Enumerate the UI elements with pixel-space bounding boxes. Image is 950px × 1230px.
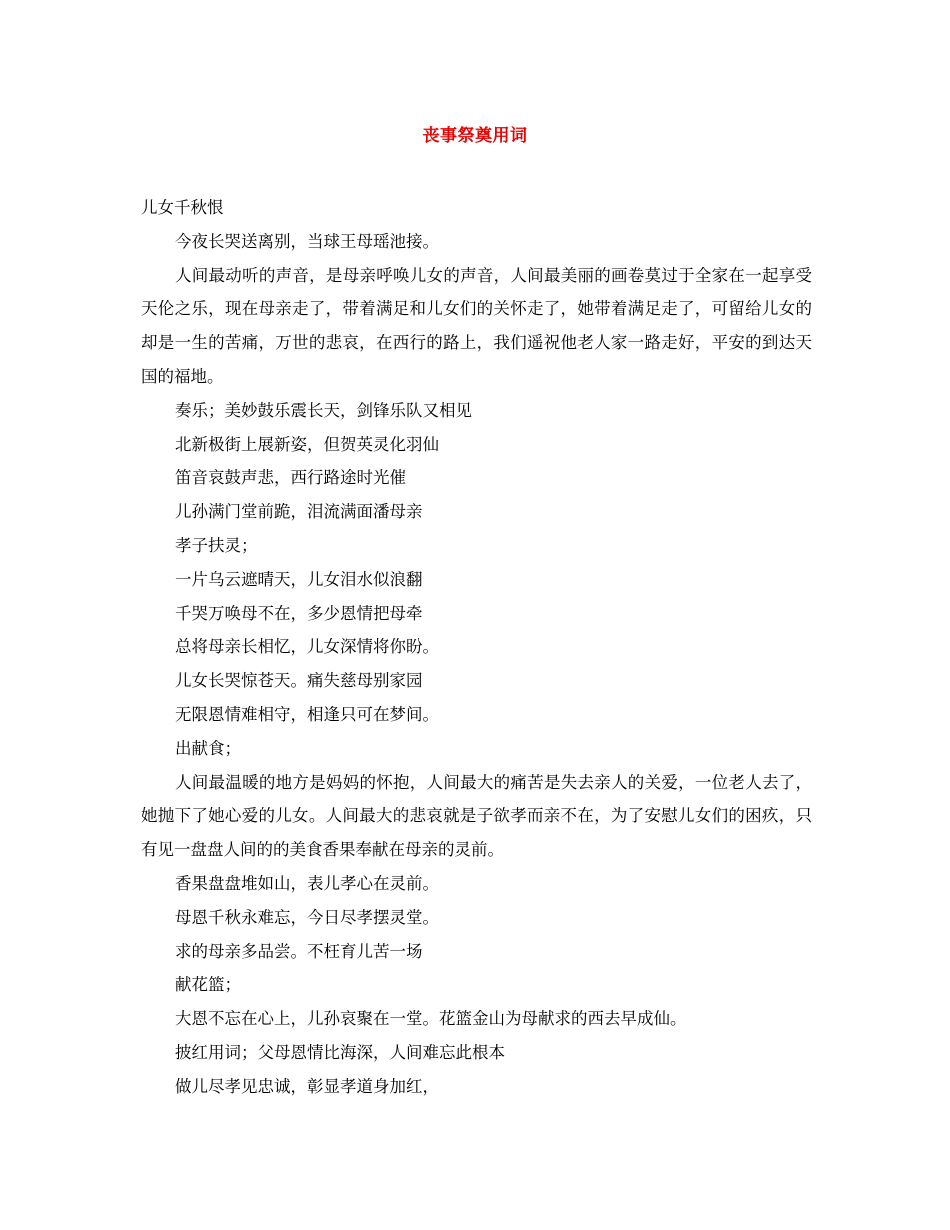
paragraph: 儿孙满门堂前跪，泪流满面潘母亲 — [175, 502, 423, 522]
paragraph: 孝子扶灵； — [175, 535, 258, 555]
paragraph: 求的母亲多品尝。不枉育儿苦一场 — [175, 941, 423, 961]
paragraph: 笛音哀鼓声悲，西行路途时光催 — [175, 468, 406, 488]
paragraph: 出献食； — [175, 738, 241, 758]
paragraph: 奏乐；美妙鼓乐震长天，剑锋乐队又相见 — [175, 400, 472, 420]
paragraph: 人间最动听的声音，是母亲呼唤儿女的声音，人间最美丽的画卷莫过于全家在一起享受天伦之乐，现在母亲走了，带着满足和儿女们的关怀走了，她带着满足走了，可留给儿女的却是一生的苦痛，万世的悲哀，在西行的路上，我们遥祝他老人家一路走好，平安的到达天国的福地。 — [141, 265, 812, 386]
paragraph: 香果盘盘堆如山，表儿孝心在灵前。 — [175, 873, 439, 893]
paragraph: 一片乌云遮晴天，儿女泪水似浪翻 — [175, 569, 423, 589]
document-body — [141, 191, 812, 1104]
paragraph: 大恩不忘在心上，儿孙哀聚在一堂。花篮金山为母献求的西去早成仙。 — [175, 1009, 687, 1029]
paragraph: 献花篮； — [175, 975, 241, 995]
paragraph: 无限恩情难相守，相逢只可在梦间。 — [175, 704, 439, 724]
paragraph: 儿女长哭惊苍天。痛失慈母别家园 — [175, 671, 423, 691]
paragraph: 千哭万唤母不在，多少恩情把母牵 — [175, 603, 423, 623]
paragraph: 披红用词；父母恩情比海深，人间难忘此根本 — [175, 1042, 505, 1062]
paragraph-heading: 儿女千秋恨 — [141, 198, 224, 217]
paragraph: 母恩千秋永难忘，今日尽孝摆灵堂。 — [175, 907, 439, 927]
paragraph: 今夜长哭送离别，当球王母瑶池接。 — [175, 231, 439, 251]
document-title: 丧事祭奠用词 — [422, 126, 528, 146]
paragraph: 北新极街上展新姿，但贺英灵化羽仙 — [175, 434, 439, 454]
paragraph: 做儿尽孝见忠诚，彰显孝道身加红， — [175, 1076, 439, 1096]
paragraph: 总将母亲长相忆，儿女深情将你盼。 — [175, 637, 439, 657]
paragraph: 人间最温暖的地方是妈妈的怀抱，人间最大的痛苦是失去亲人的关爱，一位老人去了，她抛下了她心爱的儿女。人间最大的悲哀就是子欲孝而亲不在，为了安慰儿女们的困疚，只有见一盘盘人间的的美食香果奉献在母亲的灵前。 — [141, 772, 812, 860]
